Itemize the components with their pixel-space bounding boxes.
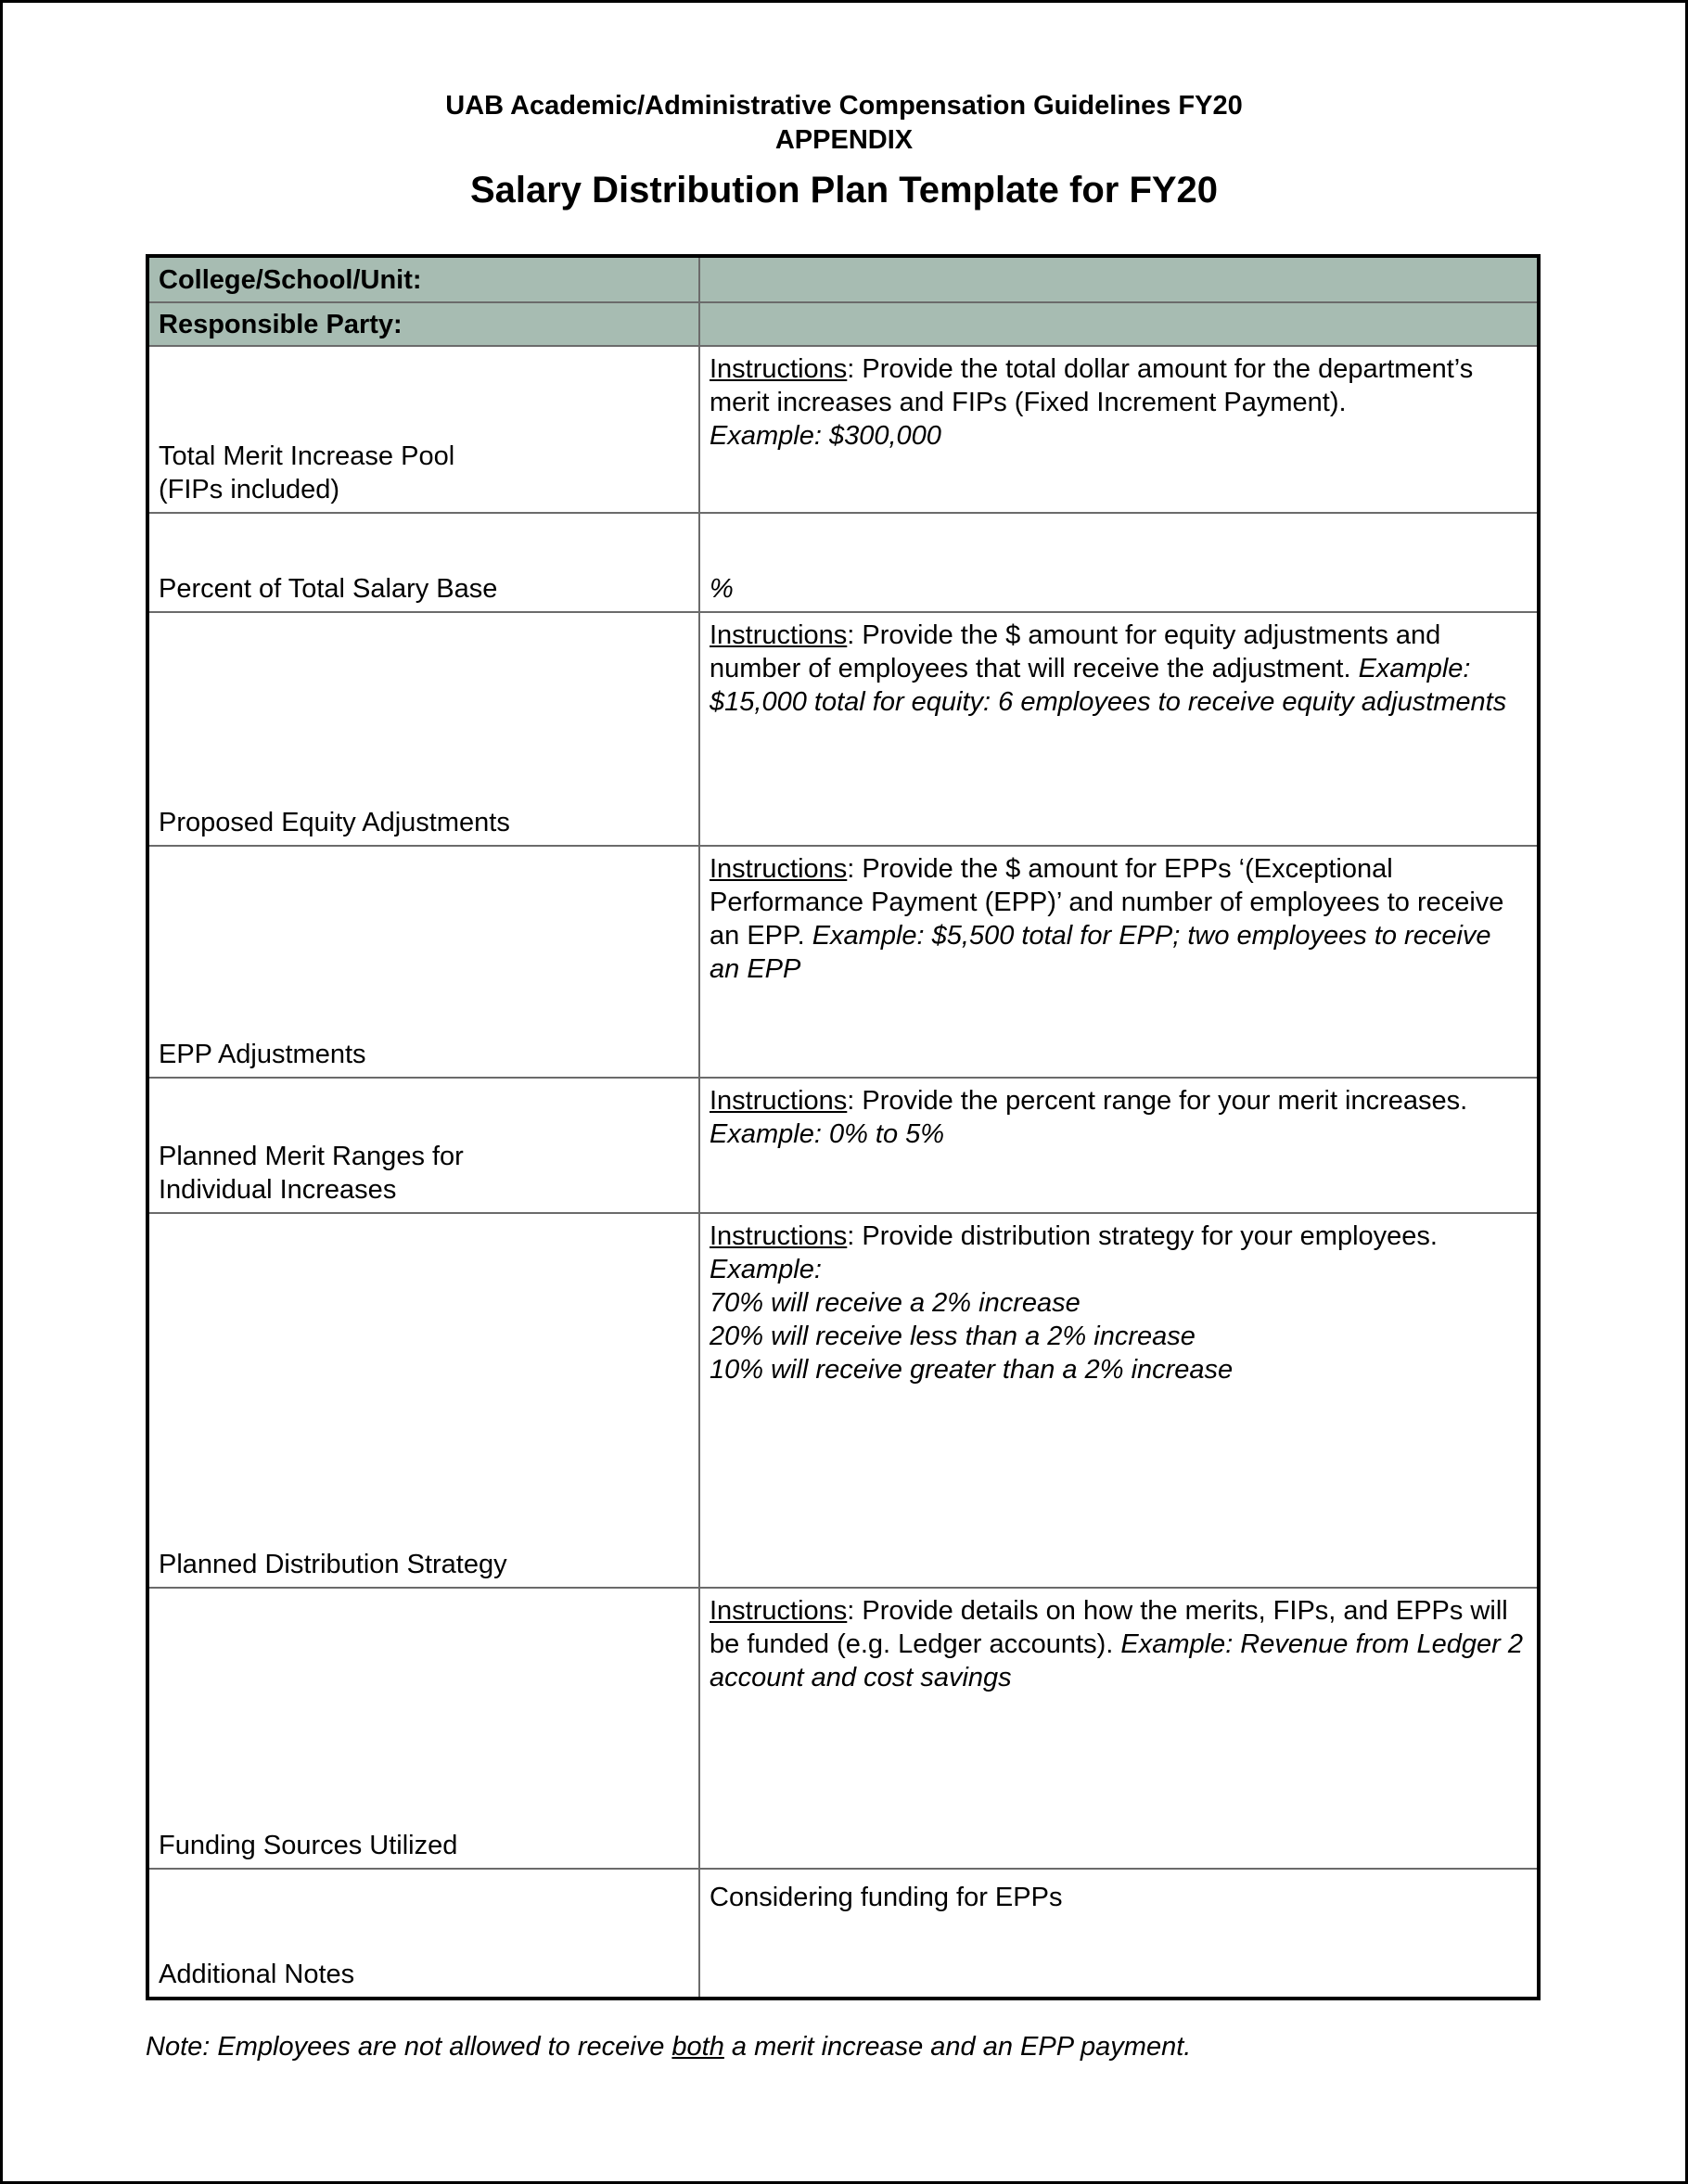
instructions-key: Instructions [710, 620, 848, 650]
footer-note-text: Note: Employees are not allowed to receive [146, 2032, 672, 2062]
responsible-party-value-field[interactable] [699, 302, 1539, 346]
table-row-epp [147, 846, 1539, 1078]
instructions-text: : Provide the $ amount for equity adjustments and number of employees that will receive the adjustment. [710, 620, 1441, 683]
instructions-key: Instructions [710, 854, 848, 884]
instructions-text: : Provide distribution strategy for your employees. [847, 1221, 1438, 1251]
example-line: Example: [710, 1255, 822, 1284]
table-row-notes [147, 1869, 1539, 1999]
instructions-text: : Provide the $ amount for EPPs ‘(Exceptional Performance Payment (EPP)’ and number of employees to receive an EPP. [710, 854, 1504, 951]
percent-base-label: Percent of Total Salary Base [147, 513, 699, 612]
instructions-key: Instructions [710, 1086, 848, 1116]
equity-instructions[interactable] [699, 612, 1539, 846]
college-value-field[interactable] [699, 256, 1539, 302]
example-text: Example: 0% to 5% [710, 1119, 945, 1149]
salary-plan-table [146, 254, 1541, 2000]
merit-ranges-label: Planned Merit Ranges for Individual Increases [147, 1078, 699, 1213]
example-line: 10% will receive greater than a 2% increase [710, 1355, 1234, 1385]
footer-note [146, 2030, 1191, 2063]
table-row-percent-base [147, 513, 1539, 612]
funding-label: Funding Sources Utilized [147, 1588, 699, 1869]
table-row-distribution [147, 1213, 1539, 1588]
table-row-college [147, 256, 1539, 302]
epp-instructions[interactable] [699, 846, 1539, 1078]
table-row-merit-pool [147, 346, 1539, 513]
header-line-guidelines: UAB Academic/Administrative Compensation Guidelines FY20 [445, 91, 1243, 121]
instructions-key: Instructions [710, 1221, 848, 1251]
example-text: Example: Revenue from Ledger 2 account and cost savings [710, 1629, 1523, 1692]
notes-value-field[interactable]: Considering funding for EPPs [699, 1869, 1539, 1999]
page-title: Salary Distribution Plan Template for FY20 [469, 170, 1219, 211]
table-row-funding [147, 1588, 1539, 1869]
responsible-party-label: Responsible Party: [147, 302, 699, 346]
equity-label: Proposed Equity Adjustments [147, 612, 699, 846]
epp-label: EPP Adjustments [147, 846, 699, 1078]
instructions-text: : Provide details on how the merits, FIPs, and EPPs will be funded (e.g. Ledger accounts). [710, 1596, 1508, 1659]
distribution-label: Planned Distribution Strategy [147, 1213, 699, 1588]
table-row-responsible-party [147, 302, 1539, 346]
funding-instructions[interactable] [699, 1588, 1539, 1869]
distribution-instructions[interactable] [699, 1213, 1539, 1588]
example-text: Example: $300,000 [710, 421, 941, 451]
example-line: 20% will receive less than a 2% increase [710, 1322, 1196, 1351]
merit-pool-instructions[interactable] [699, 346, 1539, 513]
footer-note-text-end: a merit increase and an EPP payment. [723, 2032, 1192, 2062]
example-text: Example: $5,500 total for EPP; two employees to receive an EPP [710, 921, 1491, 984]
instructions-text: : Provide the percent range for your merit increases. [847, 1086, 1468, 1116]
table-row-merit-ranges [147, 1078, 1539, 1213]
merit-pool-label: Total Merit Increase Pool (FIPs included) [147, 346, 699, 513]
college-label: College/School/Unit: [147, 256, 699, 302]
instructions-key: Instructions [710, 1596, 848, 1626]
example-text: Example: $15,000 total for equity: 6 employees to receive equity adjustments [710, 654, 1507, 717]
merit-ranges-instructions[interactable] [699, 1078, 1539, 1213]
footer-note-emphasis: both [671, 2032, 724, 2062]
instructions-key: Instructions [710, 354, 848, 384]
table-row-equity [147, 612, 1539, 846]
document-header [0, 89, 1688, 213]
header-line-appendix: APPENDIX [774, 125, 914, 155]
instructions-text: : Provide the total dollar amount for the department’s merit increases and FIPs (Fixed Increment Payment). [710, 354, 1474, 417]
example-line: 70% will receive a 2% increase [710, 1288, 1081, 1318]
notes-label: Additional Notes [147, 1869, 699, 1999]
percent-base-value-field[interactable]: % [699, 513, 1539, 612]
